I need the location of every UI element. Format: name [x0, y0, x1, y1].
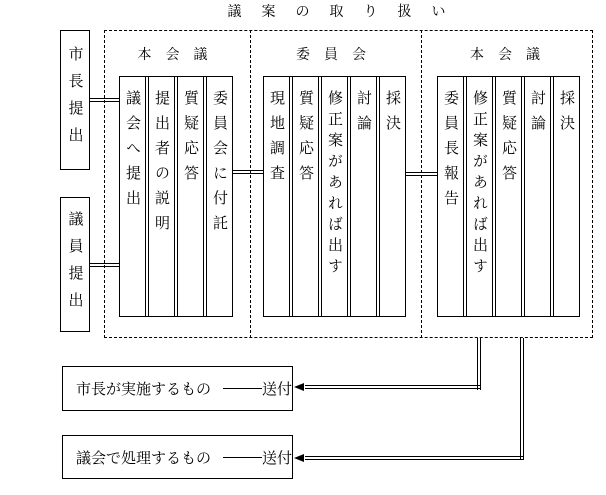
source-box-mayor — [60, 30, 90, 170]
process-step-label: 議会へ提出 — [124, 90, 141, 215]
process-step — [322, 77, 347, 316]
output-box-mayor-label: 市長が実施するもの — [76, 381, 212, 398]
output-box-council-label: 議会で処理するもの — [76, 449, 212, 467]
connector-committee-to-plenary — [406, 172, 437, 176]
process-step-label: 修正案があれば出す — [471, 90, 488, 279]
connector-plenary-to-committee — [233, 170, 263, 174]
process-step-label: 討論 — [355, 90, 372, 140]
process-step-label: 現地調査 — [268, 90, 285, 190]
source-box-councilor-label: 議員提出 — [66, 210, 84, 319]
source-box-mayor-label: 市長提出 — [66, 46, 84, 154]
connector-to-output-2 — [305, 456, 524, 460]
stage-box-plenary-2 — [437, 76, 580, 317]
connector-councilor-to-plenary — [90, 263, 119, 267]
source-box-councilor — [60, 197, 90, 332]
connector-drop-1 — [477, 338, 481, 390]
arrowhead-output-2 — [294, 454, 304, 462]
process-step — [380, 77, 405, 316]
process-step — [120, 77, 145, 316]
process-step-label: 採決 — [384, 90, 401, 140]
process-step — [207, 77, 232, 316]
send-line — [223, 388, 262, 389]
process-step — [351, 77, 376, 316]
process-step — [264, 77, 289, 316]
process-step — [496, 77, 521, 316]
process-step — [293, 77, 318, 316]
process-step-label: 質疑応答 — [500, 90, 517, 190]
process-step — [438, 77, 463, 316]
stage-box-committee — [263, 76, 406, 317]
arrowhead-output-1 — [294, 383, 304, 391]
process-step — [467, 77, 492, 316]
process-step-label: 修正案があれば出す — [326, 90, 343, 279]
process-step — [554, 77, 579, 316]
connector-to-output-1 — [305, 385, 481, 389]
stage-header-plenary-1: 本会議 — [137, 46, 222, 62]
stage-header-plenary-2: 本会議 — [470, 46, 554, 62]
output-box-mayor-suffix: 送付 — [261, 381, 292, 398]
process-step-label: 討論 — [529, 90, 546, 140]
output-box-council-process — [62, 435, 293, 479]
process-step-label: 質疑応答 — [182, 90, 199, 190]
process-step — [178, 77, 203, 316]
process-step-label: 委員会に付託 — [211, 90, 228, 240]
connector-drop-2 — [520, 338, 524, 460]
stage-divider-2 — [421, 30, 422, 338]
process-step-label: 質疑応答 — [297, 90, 314, 190]
send-line — [223, 457, 262, 458]
connector-mayor-to-plenary — [90, 98, 119, 102]
stage-box-plenary-1 — [119, 76, 233, 317]
stage-header-committee: 委員会 — [296, 46, 380, 62]
output-box-mayor-implement — [62, 366, 293, 411]
process-step-label: 提出者の説明 — [153, 90, 170, 240]
process-step — [149, 77, 174, 316]
output-box-council-suffix: 送付 — [261, 449, 292, 467]
stage-divider-1 — [250, 30, 251, 338]
process-step-label: 委員長報告 — [442, 90, 459, 215]
process-step-label: 採決 — [558, 90, 575, 140]
diagram-title: 議案の取り扱い — [227, 3, 466, 19]
process-step — [525, 77, 550, 316]
